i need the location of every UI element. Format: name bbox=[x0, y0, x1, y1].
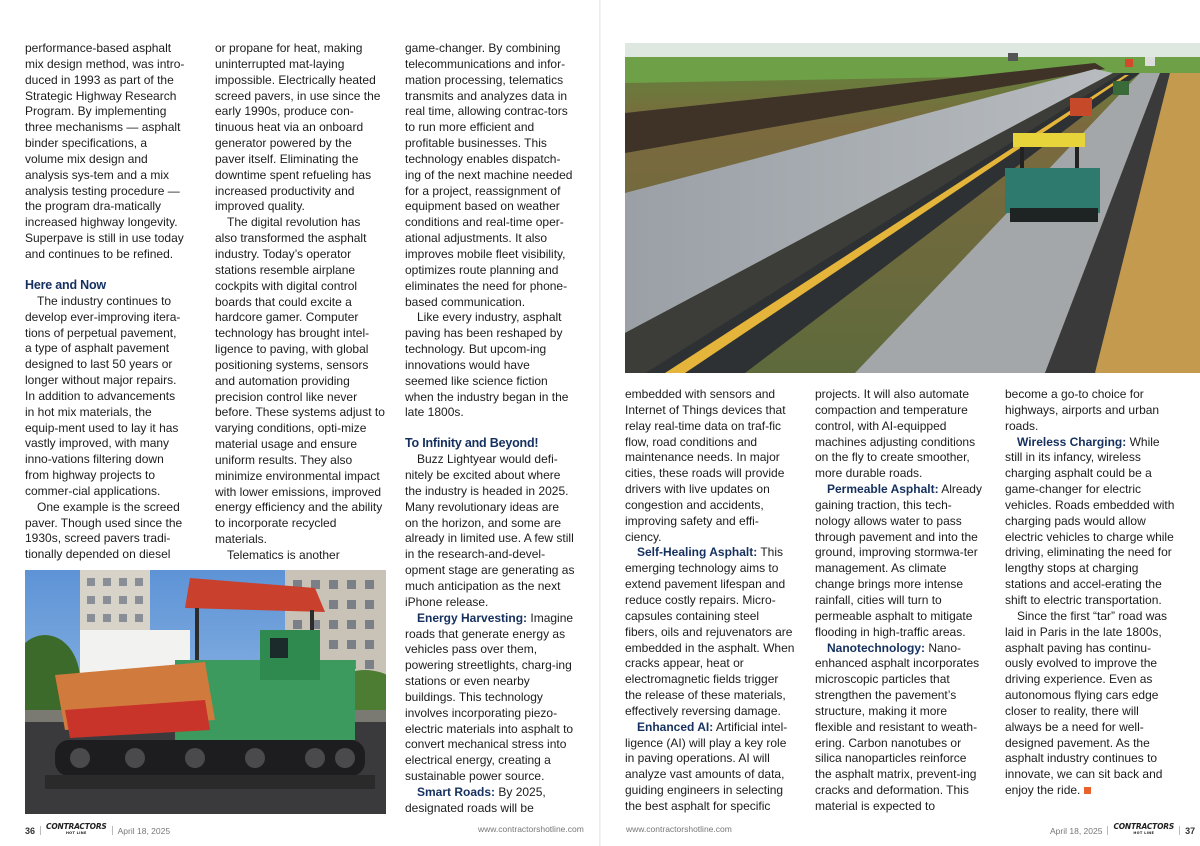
divider bbox=[112, 826, 113, 835]
divider bbox=[1179, 826, 1180, 835]
paragraph-text: Artificial intel-ligence (AI) will play a key role in paving operations. AI will analyze vast amounts of data, guiding engineers in selecting the best asphalt for specific bbox=[625, 719, 788, 813]
road-illustration bbox=[625, 43, 1200, 373]
paragraph: performance-based asphalt mix design method, was intro-duced in 1993 as part of the Strategic Highway Research Program. By implementing three mechanisms — asphalt binder specifications, a volume mix design and analysis sys-tem and a mix analysis testing procedure — the program dra-matically increased highway longevity. Superpave is still in use today and continues to be refined. bbox=[25, 41, 185, 261]
article-column-2 bbox=[215, 41, 385, 564]
paragraph-text: Already gaining traction, this tech-nology allows water to pass through pavement and into the ground, improving stormwa-ter management. As climate change brings more intense rainfall, cities will turn to permeable asphalt to mitigate flooding in high-traffic areas. bbox=[815, 482, 982, 639]
paragraph-text: While still in its infancy, wireless charging asphalt could be a game-changer for electric vehicles. Roads embedded with charging pads would allow electric vehicles to charge while driving, eliminating the need for lengthy stops at charging stations and accel-erating the shift to electric transportation. bbox=[1005, 434, 1175, 607]
footer-url-left bbox=[478, 823, 584, 835]
paragraph: embedded with sensors and Internet of Things devices that relay real-time data on traf-fic flow, road conditions and maintenance needs. In major cities, these roads will provide drivers with live updates on congestion and accidents, improving safety and effi-ciency. bbox=[625, 387, 786, 544]
paragraph: Telematics is another bbox=[227, 548, 340, 562]
logo-subtext: HOT LINE bbox=[1133, 831, 1155, 835]
end-of-article-mark bbox=[1084, 787, 1091, 794]
footer-url-right bbox=[626, 823, 732, 835]
page-number-right: 37 bbox=[1185, 826, 1196, 836]
article-column-3 bbox=[405, 41, 575, 817]
paragraph-text: Imagine roads that generate energy as vehicles pass over them, powering streetlights, charg-ing stations or even nearby buildings. This technology involves incorporating piezo-electric materials into asphalt to convert mechanical stress into electrical energy, creating a sustainable power source. bbox=[405, 610, 574, 784]
lead-in: Wireless Charging: bbox=[1017, 434, 1127, 449]
section-heading-to-infinity: To Infinity and Beyond! bbox=[405, 436, 539, 451]
paver-illustration bbox=[25, 570, 386, 814]
article-column-4 bbox=[625, 387, 795, 815]
issue-date-left: April 18, 2025 bbox=[117, 826, 171, 836]
lead-in: Self-Healing Asphalt: bbox=[637, 545, 758, 560]
road-paving-aerial-photo bbox=[625, 43, 1200, 373]
logo-subtext: HOT LINE bbox=[65, 831, 87, 835]
lead-in: Nanotechnology: bbox=[827, 640, 925, 655]
paragraph-text: By 2025, designated roads will be bbox=[405, 784, 546, 815]
paragraph bbox=[625, 545, 795, 719]
paragraph: or propane for heat, making uninterrupted mat-laying impossible. Electrically heated screed pavers, in use since the early 1990s, produce con-tinuous heat via an onboard generator powered by the paver itself. Eliminating the downtime spent refueling has increased productivity and improved quality. bbox=[215, 41, 381, 214]
paragraph bbox=[405, 611, 575, 785]
paragraph bbox=[815, 482, 985, 640]
paragraph bbox=[1005, 609, 1177, 799]
contractors-hotline-logo bbox=[1113, 823, 1174, 835]
article-column-5 bbox=[815, 387, 985, 815]
paragraph: become a go-to choice for highways, airports and urban roads. bbox=[1005, 387, 1160, 433]
paragraph-text: Nano-enhanced asphalt incorporates microscopic particles that strengthen the pavement’s structure, making it more flexible and resistant to weath-ering. Carbon nanotubes or silica nanoparticles reinforce the asphalt matrix, prevent-ing cracks and deformation. This material is expected to bbox=[815, 640, 980, 813]
paragraph: The digital revolution has also transformed the asphalt industry. Today’s operator stations resemble airplane cockpits with digital control boards that could excite a hardcore gamer. Computer technology has brought intel-ligence to paving, with global positioning systems, sensors and automation providing precision control like never before. These systems adjust to varying conditions, opti-mize material usage and ensure uniform results. They also minimize environmental impact with lower emissions, improved energy efficiency and the ability to incorporate recycled materials. bbox=[215, 215, 385, 547]
lead-in: Energy Harvesting: bbox=[417, 610, 528, 625]
paragraph: game-changer. By combining telecommunications and infor-mation processing, telematics transmits and analyzes data in real time, allowing contrac-tors to run more efficient and profitable businesses. This technology enables dispatch-ing of the next machine needed for a project, reassignment of equipment based on weather conditions and real-time oper-ational adjustments. It also improves mobile fleet visibility, optimizes route planning and eliminates the need for phone-based communication. bbox=[405, 41, 573, 309]
article-column-6 bbox=[1005, 387, 1177, 799]
paragraph bbox=[1005, 435, 1177, 609]
paragraph: projects. It will also automate compaction and temperature control, with AI-equipped machines adjusting conditions on the fly to create smoother, more durable roads. bbox=[815, 387, 976, 481]
page-number-left: 36 bbox=[25, 826, 36, 836]
paragraph-text: Since the first “tar” road was laid in Paris in the late 1800s, asphalt paving has continu-ously evolved to improve the driving experience. Even as autonomous flying cars edge closer to reality, there will always be a need for well-designed pavement. As the asphalt industry continues to innovate, we can sit back and enjoy the ride. bbox=[1005, 608, 1168, 798]
lead-in: Permeable Asphalt: bbox=[827, 482, 939, 497]
footer-right bbox=[1050, 823, 1195, 837]
paragraph: Like every industry, asphalt paving has been reshaped by technology. But upcom-ing innovations would have seemed like science fiction when the industry began in the late 1800s. bbox=[405, 310, 569, 420]
issue-date-right: April 18, 2025 bbox=[1050, 826, 1103, 836]
paragraph: The industry continues to develop ever-improving itera-tions of perpetual pavement, a type of asphalt pavement designed to last 50 years or longer without major repairs. In addition to advancements in hot mix materials, the equip-ment used to lay it has vastly improved, with many inno-vations filtering down from highway projects to commer-cial applications. bbox=[25, 293, 181, 498]
paragraph bbox=[625, 720, 795, 815]
paragraph bbox=[815, 641, 985, 815]
contractors-hotline-logo bbox=[46, 823, 107, 835]
paragraph-text: This emerging technology aims to extend pavement lifespan and reduce costly repairs. Micro-capsules containing steel fibers, oils and rejuvenators are embedded in the asphalt. When cracks appear, heat or electromagnetic fields trigger the release of these materials, effectively reversing damage. bbox=[625, 545, 795, 718]
asphalt-paver-photo bbox=[25, 570, 386, 814]
divider bbox=[40, 826, 41, 835]
paragraph bbox=[405, 785, 575, 817]
paragraph: One example is the screed paver. Though used since the 1930s, screed pavers tradi-tionally depended on diesel bbox=[25, 499, 183, 562]
article-column-1 bbox=[25, 41, 185, 563]
page-gutter bbox=[599, 0, 601, 846]
section-heading-here-and-now: Here and Now bbox=[25, 277, 106, 292]
lead-in: Enhanced AI: bbox=[637, 719, 714, 734]
website-url-left[interactable]: www.contractorshotline.com bbox=[478, 824, 584, 834]
logo-text: CONTRACTORS bbox=[1113, 822, 1175, 831]
website-url-right[interactable]: www.contractorshotline.com bbox=[626, 824, 732, 834]
lead-in: Smart Roads: bbox=[417, 784, 496, 799]
divider bbox=[1107, 826, 1108, 835]
paragraph: Buzz Lightyear would defi-nitely be excited about where the industry is headed in 2025. Many revolutionary ideas are on the horizon, and some are already in limited use. A few still in the research-and-devel-opment stage are generating as much anticipation as the next iPhone release. bbox=[405, 452, 575, 609]
logo-text: CONTRACTORS bbox=[46, 822, 107, 831]
footer-left bbox=[25, 823, 170, 837]
